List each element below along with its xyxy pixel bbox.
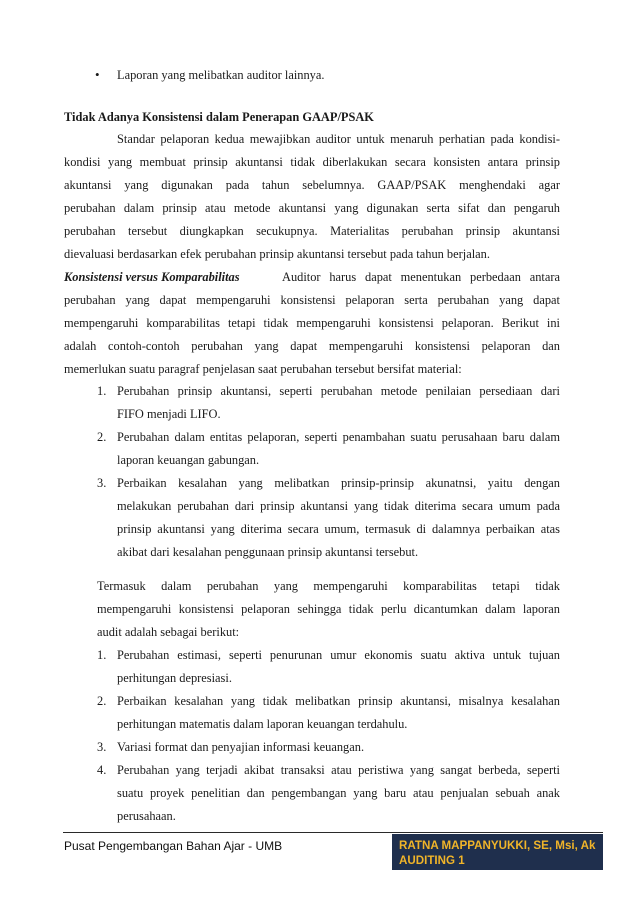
list1-item-line: Perubahan prinsip akuntansi, seperti perubahan metode penilaian persediaan dari [117, 384, 560, 398]
para2-first-line [64, 269, 560, 285]
para3-line: Termasuk dalam perubahan yang mempengaruhi komparabilitas tetapi tidak [97, 579, 560, 593]
list1-number: 3. [97, 476, 107, 490]
list2-number: 1. [97, 648, 107, 662]
list1-number: 2. [97, 430, 107, 444]
footer-institution: Pusat Pengembangan Bahan Ajar - UMB [64, 839, 283, 853]
list2-number: 3. [97, 740, 107, 754]
para2-line: adalah contoh-contoh perubahan yang dapat mempengaruhi konsistensi pelaporan dan [64, 339, 560, 353]
para1-line: perubahan tersebut diungkapkan secukupnya. Materialitas perubahan prinsip akuntansi [64, 224, 560, 238]
para1-line: perubahan dalam prinsip atau metode akuntansi yang digunakan serta sifat dan pengaruh [64, 201, 560, 215]
list2-item-line: Variasi format dan penyajian informasi keuangan. [117, 740, 365, 754]
para1-line: dievaluasi berdasarkan efek perubahan prinsip akuntansi tersebut pada tahun berjalan. [64, 247, 490, 261]
footer-author: RATNA MAPPANYUKKI, SE, Msi, Ak [399, 839, 596, 852]
para1-line: akuntansi yang digunakan pada tahun sebelumnya. GAAP/PSAK menghendaki agar [64, 178, 560, 192]
footer-author-box [392, 834, 603, 870]
list2-number: 2. [97, 694, 107, 708]
list2-item-line: suatu proyek penelitian dan pengembangan yang baru atau penjualan sebuah anak [117, 786, 560, 800]
para2-line: memerlukan suatu paragraf penjelasan saat perubahan tersebut bersifat material: [64, 362, 462, 376]
list2-number: 4. [97, 763, 107, 777]
bullet-symbol: • [95, 67, 100, 82]
list2-item-line: Perubahan yang terjadi akibat transaksi atau peristiwa yang sangat berbeda, seperti [117, 763, 560, 777]
para2-line: perubahan yang dapat mempengaruhi konsistensi pelaporan serta perubahan yang dapat [64, 293, 560, 307]
list2-item-line: perhitungan depresiasi. [117, 671, 232, 685]
list1-item-line: akibat dari kesalahan penggunaan prinsip akuntansi tersebut. [117, 545, 419, 559]
para1-line: Standar pelaporan kedua mewajibkan auditor untuk menaruh perhatian pada kondisi- [117, 132, 560, 146]
list1-item-line: FIFO menjadi LIFO. [117, 407, 221, 421]
list1-item-line: laporan keuangan gabungan. [117, 453, 260, 467]
bullet-item: Laporan yang melibatkan auditor lainnya. [117, 68, 325, 82]
para3-line: mempengaruhi konsistensi pelaporan sehingga tidak perlu dicantumkan dalam laporan [97, 602, 560, 616]
footer-divider [63, 832, 603, 833]
para2-first-rest: Auditor harus dapat menentukan perbedaan antara [282, 270, 560, 284]
list1-item-line: Perubahan dalam entitas pelaporan, seperti penambahan suatu perusahaan baru dalam [117, 430, 560, 444]
para3-line: audit adalah sebagai berikut: [97, 625, 240, 639]
para2-lead: Konsistensi versus Komparabilitas [64, 270, 240, 284]
list2-item-line: perhitungan matematis dalam laporan keuangan terdahulu. [117, 717, 408, 731]
list1-item-line: prinsip akuntansi yang diterima secara umum, termasuk di dalamnya perbaikan atas [117, 522, 560, 536]
footer-course: AUDITING 1 [399, 854, 465, 867]
section-title: Tidak Adanya Konsistensi dalam Penerapan GAAP/PSAK [64, 110, 374, 124]
list1-number: 1. [97, 384, 107, 398]
list2-item-line: Perubahan estimasi, seperti penurunan umur ekonomis suatu aktiva untuk tujuan [117, 648, 560, 662]
para2-line: mempengaruhi komparabilitas tetapi tidak mempengaruhi konsistensi pelaporan. Berikut ini [64, 316, 560, 330]
list2-item-line: perusahaan. [117, 809, 176, 823]
list1-item-line: melakukan perubahan dari prinsip akuntansi yang tidak diterima secara umum pada [117, 499, 560, 513]
list1-item-line: Perbaikan kesalahan yang melibatkan prinsip-prinsip akunatnsi, yaitu dengan [117, 476, 560, 490]
list2-item-line: Perbaikan kesalahan yang tidak melibatkan prinsip akuntansi, misalnya kesalahan [117, 694, 560, 708]
para1-line: kondisi yang membuat prinsip akuntansi tidak diberlakukan secara konsisten antara prinsip [64, 155, 560, 169]
